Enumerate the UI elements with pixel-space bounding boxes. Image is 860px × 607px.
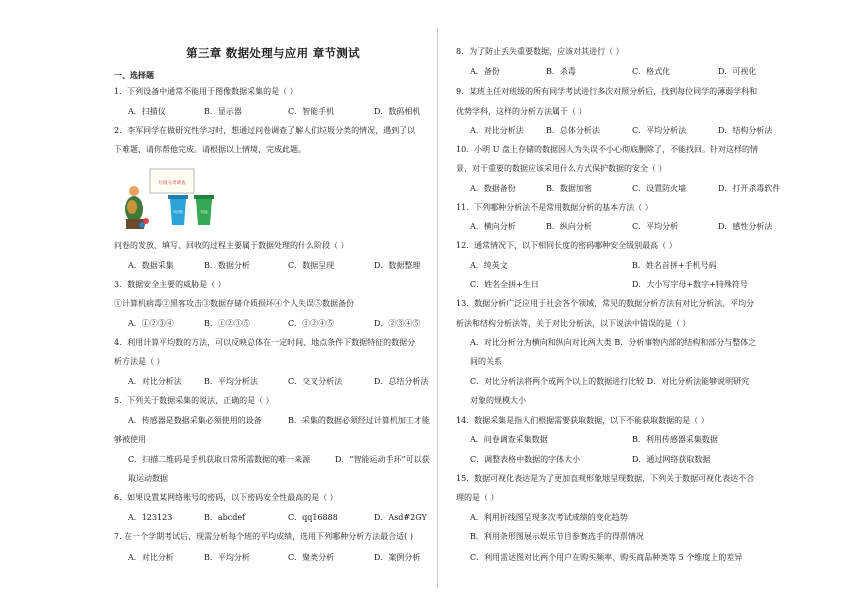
q3-option-b: B．①②③⑤ [204, 319, 250, 328]
q14-option-d: D．通过网络获取数据 [632, 455, 711, 464]
q10-option-a: A．数据备份 [470, 184, 516, 193]
q11-option-c: C．平均分析 [632, 222, 679, 231]
q10-option-d: D．打开杀毒软件 [718, 184, 781, 193]
q14-option-a: A．问卷调查采集数据 [470, 435, 548, 444]
q10-option-c: C．设置防火墙 [632, 184, 687, 193]
q3-stem: 3．数据安全主要的威胁是（ ） [114, 280, 226, 289]
q8-option-d: D．可视化 [718, 67, 757, 76]
q2-option-d: D．数据整理 [374, 261, 421, 270]
q1-stem: 1．下列设备中通常不能用于图像数据采集的是（ ） [114, 87, 298, 96]
q4-option-c: C．交叉分析法 [288, 377, 343, 386]
section-heading: 一、选择题 [114, 71, 154, 80]
q8-option-b: B．杀毒 [546, 67, 576, 76]
bin-label-2: 其他 [200, 210, 208, 214]
garbage-sorting-illustration [122, 163, 234, 233]
q13-stem-line2: 析法和结构分析法等，关于对比分析法，以下说法中错误的是（ ） [456, 319, 691, 328]
q14-option-c: C．调整表格中数据的字体大小 [470, 455, 581, 464]
q2-option-b: B．数据分析 [204, 261, 250, 270]
q8-option-c: C．格式化 [632, 67, 671, 76]
q3-option-d: D．②③④⑤ [374, 319, 421, 328]
q7-stem: 7. 在一个学期考试后，现需分析每个班的平均成绩，选用下列哪种分析方法最合适( ) [114, 532, 413, 541]
q12-option-d: D．大小写字母+数字+特殊符号 [632, 280, 748, 289]
q1-option-c: C．智能手机 [288, 107, 335, 116]
q2-stem-line2: 下难题，请你帮他完成。请根据以上情境，完成此题。 [114, 145, 306, 154]
q5-option-b: B．采集的数据必须经过计算机加工才能 [288, 416, 430, 425]
q12-option-b: B．姓名首拼+手机号码 [632, 261, 717, 270]
q15-stem-line1: 15．数据可视化表达是为了更加直观形象地呈现数据，下列关于数据可视化表达不合 [456, 474, 755, 483]
q7-option-a: A．对比分析 [128, 553, 174, 562]
q4-option-d: D．总结分析法 [374, 377, 429, 386]
q8-stem: 8．为了防止丢失重要数据，应该对其进行（ ） [456, 47, 624, 56]
q3-option-a: A．①②③④ [128, 319, 174, 328]
q9-option-c: C．平均分析法 [632, 126, 687, 135]
q6-option-c: C．qq16888 [288, 513, 338, 522]
q6-option-b: B．abcdef [204, 513, 246, 522]
q9-option-a: A．对比分析法 [470, 126, 524, 135]
q13-options-cd: C．对比分析法将两个或两个以上的数据进行比较 D．对比分析法能够说明研究 [470, 377, 750, 386]
q1-option-b: B．显示器 [204, 107, 242, 116]
column-divider [437, 28, 438, 588]
q4-option-a: A．对比分析法 [128, 377, 182, 386]
q5-option-d-cont: 取运动数据 [128, 474, 168, 483]
q2-stem-line3: 问卷的发放、填写、回收的过程主要属于数据处理的什么阶段（ ） [114, 241, 349, 250]
q13-options-cd-cont: 对象的规模大小 [470, 396, 526, 405]
q5-option-c: C．扫描二维码是手机获取日常所需数据的唯一来源 [128, 455, 311, 464]
other-bin-green [194, 195, 214, 225]
q6-option-a: A．123123 [128, 513, 173, 522]
q13-options-ab: A．对比分析分为横向和纵向对比两大类 B．分析事物内部的结构和部分与整体之 [470, 338, 757, 347]
q2-option-c: C．数据呈现 [288, 261, 335, 270]
q11-option-b: B．纵向分析 [546, 222, 592, 231]
q9-stem-line2: 优势学科，这样的分析方法属于（ ） [456, 107, 587, 116]
q5-option-d: D．“智能运动手环”可以获 [335, 455, 430, 464]
q11-stem: 11．下列哪种分析法不是常用数据分析的基本方法（ ） [456, 203, 653, 212]
q15-option-c: C．利用雷达图对比两个用户在购买频率、购买商品种类等 5 个维度上的差异 [470, 553, 743, 562]
q15-option-a: A．利用折线图呈现多次考试成绩的变化趋势 [470, 513, 628, 522]
recycle-bin-blue [168, 195, 188, 225]
q12-option-c: C．姓名全拼+生日 [470, 280, 539, 289]
q15-option-b: B．利用条形图展示娱乐节目参赛选手的得票情况 [470, 532, 644, 541]
q13-options-ab-cont: 间的关系 [470, 357, 502, 366]
q7-option-d: D．案例分析 [374, 553, 421, 562]
q14-option-b: B．利用传感器采集数据 [632, 435, 718, 444]
q9-option-b: B．总体分析法 [546, 126, 600, 135]
q3-stem-line2: ①计算机病毒②黑客攻击③数据存储介质损坏④个人失误⑤数据备份 [114, 299, 354, 308]
q1-option-d: D．数码相机 [374, 107, 421, 116]
q8-option-a: A．备份 [470, 67, 500, 76]
q9-stem-line1: 9．某班主任对班级的所有同学考试进行多次对照分析后，找到每位同学的薄弱学科和 [456, 87, 758, 96]
q10-option-b: B．数据加密 [546, 184, 592, 193]
person-figure [125, 186, 149, 229]
q9-option-d: D．结构分析法 [718, 126, 773, 135]
board-text: 垃圾分类调查 [158, 181, 186, 186]
q10-stem-line1: 10．小明 U 盘上存储的数据因人为失误不小心彻底删除了，不能找回。针对这样的情 [456, 145, 759, 154]
q15-stem-line2: 理的是（ ） [456, 493, 499, 502]
q11-option-a: A．横向分析 [470, 222, 516, 231]
q11-option-d: D．感性分析法 [718, 222, 773, 231]
q6-stem: 6．如果设置某网络账号的密码，以下密码安全性最高的是（ ） [114, 493, 338, 502]
q5-option-b-cont: 够被使用 [114, 435, 146, 444]
q12-option-a: A．纯英文 [470, 261, 508, 270]
q7-option-c: C．聚类分析 [288, 553, 335, 562]
q5-stem: 5．下列关于数据采集的说法，正确的是（ ） [114, 396, 274, 405]
q10-stem-line2: 景，对于重要的数据应该采用什么方式保护数据的安全（ ） [456, 164, 667, 173]
page-title: 第三章 数据处理与应用 章节测试 [186, 46, 360, 60]
q6-option-d: D．Asd#2GY [374, 513, 427, 522]
q14-stem: 14．数据采集是指人们根据需要获取数据，以下不能获取数据的是（ ） [456, 416, 709, 425]
bin-label-1: 可回收 [172, 210, 184, 214]
q4-option-b: B．平均分析法 [204, 377, 258, 386]
q1-option-a: A．扫描仪 [128, 107, 166, 116]
q5-option-a: A．传感器是数据采集必须使用的设备 [128, 416, 262, 425]
q2-stem-line1: 2．李军同学在做研究性学习时，想通过问卷调查了解人们垃圾分类的情况，遇到了以 [114, 126, 416, 135]
q4-stem-line1: 4．利用计算平均数的方法，可以反映总体在一定时间、地点条件下数据特征的数据分 [114, 338, 416, 347]
q12-stem: 12．通常情况下，以下相同长度的密码哪种安全级别最高（ ） [456, 241, 677, 250]
q13-stem-line1: 13．数据分析广泛应用于社会各个领域，常见的数据分析方法有对比分析法、平均分 [456, 299, 755, 308]
q7-option-b: B．平均分析 [204, 553, 250, 562]
q2-option-a: A．数据采集 [128, 261, 174, 270]
q3-option-c: C．①②④⑤ [288, 319, 335, 328]
q4-stem-line2: 析方法是（ ） [114, 357, 165, 366]
